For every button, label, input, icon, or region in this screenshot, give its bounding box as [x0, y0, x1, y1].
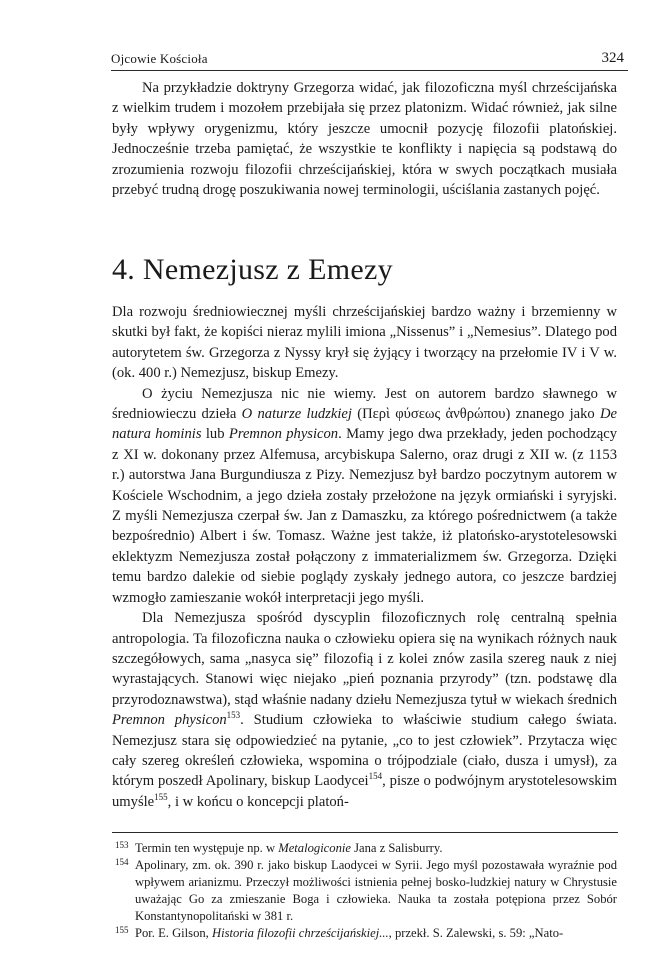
text-run: lub	[201, 426, 229, 443]
running-header	[111, 48, 628, 71]
footnote-155	[112, 925, 617, 942]
work-title: O naturze ludzkiej	[241, 406, 352, 423]
work-title: Premnon physicon	[228, 426, 339, 443]
text-run: . Mamy jego dwa przekłady, jeden pochodzący z XI w. dokonany przez Alfemusa, arcybiskupa Salerno, oraz drugi z XII w. (z 1153 r.) autorstwa Jana Burgundiusza z Pizy. Nemezjusz był bardzo poczytnym autorem w Kościele Wschodnim, a jego dzieła zostały przełożone na język ormiański i syryjski. Z myśli Nemezjusza czerpał św. Jan z Damaszku, za którego pośrednictwem (a także bezpośrednio) Albert i św. Tomasz. Ważne jest także, iż platońsko-arystotelesowski eklektyzm Nemezjusza został połączony z immaterializmem św. Grzegorza. Dzięki temu bardzo dalekie od siebie poglądy zyskały jednego autora, co jeszcze bardziej wzmogło zamieszanie wokół interpretacji jego myśli.	[112, 426, 618, 606]
text-run: (Περὶ φύσεως ἀνθρώπου) znanego jako	[351, 406, 600, 423]
footnote-number: 154	[115, 857, 129, 867]
section-heading: 4. Nemezjusz z Emezy	[112, 253, 393, 286]
text-run: , pisze o podwójnym arystotelesowskim umyśle	[112, 773, 617, 810]
section-text	[112, 302, 617, 812]
work-title: Metalogiconie	[278, 841, 351, 855]
text-run: O życiu Nemezjusza nic nie wiemy. Jest on autorem bardzo sławnego w średniowieczu dzieła	[112, 385, 617, 423]
footnote-number: 155	[115, 925, 129, 935]
text-run: Termin ten występuje np. w	[135, 841, 279, 855]
footnote-154	[112, 857, 617, 925]
text-run: Por. E. Gilson,	[135, 926, 212, 940]
work-title: De natura hominis	[112, 406, 617, 443]
running-title: Ojcowie Kościoła	[111, 51, 208, 66]
section-paragraph-1: Dla rozwoju średniowiecznej myśli chrześcijańskiej bardzo ważny i brzemienny w skutki był fakt, że kopiści nieraz mylili imiona „Nissenus” i „Nemesius”. Dlatego pod autorytetem św. Grzegorza z Nyssy krył się żyjący i tworzący na przełomie IV i V w. (ok. 400 r.) Nemezjusz, biskup Emezy.	[112, 304, 617, 382]
intro-text	[112, 78, 617, 200]
footnotes	[112, 840, 617, 942]
footnote-ref[interactable]: 155	[154, 791, 168, 802]
section-paragraph-2	[112, 384, 617, 608]
text-run: Jana z Salisburry.	[350, 841, 443, 855]
text-run: . Studium człowieka to właściwie studium całego świata. Nemezjusz stara się odpowiedzieć na pytanie, „co to jest człowiek”. Przytacza więc cały szereg określeń człowieka, wspomina o trójpodziale (ciało, dusza i umysł), za którym poszedł Apolinary, biskup Laodycei	[112, 712, 617, 790]
section-paragraph-3	[112, 608, 617, 812]
work-title: Historia filozofii chrześcijańskiej...	[211, 926, 389, 940]
footnote-ref[interactable]: 154	[368, 771, 383, 782]
work-title: Premnon physicon	[112, 712, 227, 729]
footnote-divider	[112, 832, 618, 833]
footnote-153	[112, 840, 617, 857]
text-run: Apolinary, zm. ok. 390 r. jako biskup Laodycei w Syrii. Jego myśl pozostawała wyraźnie pod wpływem arianizmu. Przeczył możliwości istnienia pełnej bosko-ludzkiej natury w Chrystusie uważając Go za zmieszanie Boga i człowieka. Nauka ta została potępiona przez Sobór Konstantynopolitański w 381 r.	[135, 858, 617, 923]
footnote-number: 153	[115, 840, 129, 850]
footnote-ref[interactable]: 153	[226, 710, 241, 721]
page-number: 324	[601, 50, 624, 66]
text-run: , i w końcu o koncepcji platoń-	[167, 793, 349, 810]
text-run: , przekł. S. Zalewski, s. 59: „Nato-	[388, 926, 564, 940]
text-run: Dla Nemezjusza spośród dyscyplin filozoficznych rolę centralną spełnia antropologia. Ta filozoficzna nauka o człowieku opiera się na wynikach różnych nauk szczegółowych, sama „nasyca się” filozofią i z kolei znów zasila szereg nauk z niej wyrastających. Stanowi więc niejako „pień poznania przyrody” (tzn. podstawę dla przyrodoznawstwa), stąd właśnie nadany dziełu Nemezjusza tytuł w wiekach średnich	[112, 610, 617, 708]
intro-paragraph: Na przykładzie doktryny Grzegorza widać, jak filozoficzna myśl chrześcijańska z wielkim trudem i mozołem przebijała się przez platonizm. Widać również, jak silne były wpływy orygenizmu, który jeszcze umocnił pozycję filozofii platońskiej. Jednocześnie trzeba pamiętać, że wszystkie te konflikty i napięcia są podstawą do zrozumienia rozwoju filozofii chrześcijańskiej, która w swych początkach musiała przebyć trudną drogę poszukiwania nowej terminologii, uściślania zastanych pojęć.	[112, 80, 617, 199]
